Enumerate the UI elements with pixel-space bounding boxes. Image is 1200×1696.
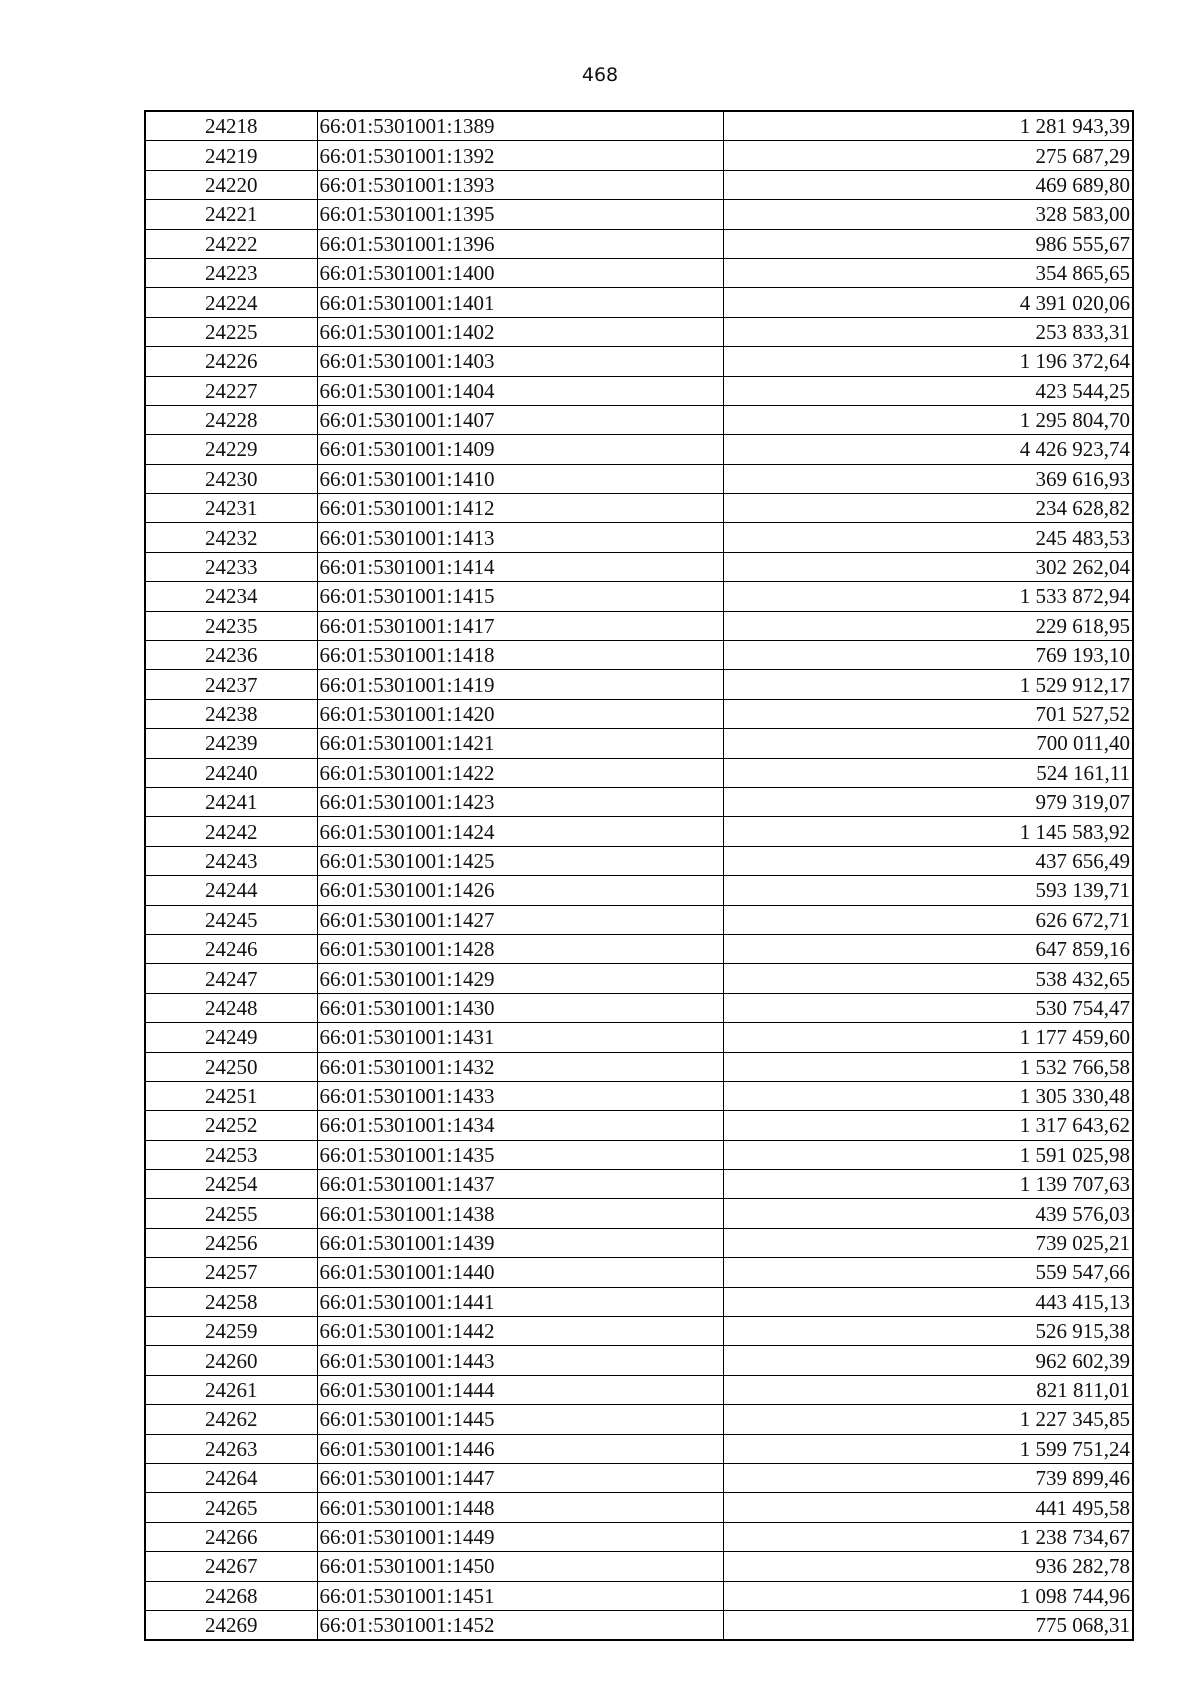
cadastral-value-cell: 538 432,65 <box>723 964 1133 993</box>
cadastral-number-cell: 66:01:5301001:1433 <box>317 1081 723 1110</box>
table-row <box>145 670 1133 699</box>
table-row <box>145 317 1133 346</box>
cadastral-number-cell: 66:01:5301001:1417 <box>317 611 723 640</box>
cadastral-value-cell: 441 495,58 <box>723 1493 1133 1522</box>
cadastral-number-cell: 66:01:5301001:1434 <box>317 1111 723 1140</box>
table-row <box>145 141 1133 170</box>
cadastral-number-cell: 66:01:5301001:1443 <box>317 1346 723 1375</box>
cadastral-number-cell: 66:01:5301001:1449 <box>317 1522 723 1551</box>
cadastral-number-cell: 66:01:5301001:1412 <box>317 494 723 523</box>
table-row <box>145 229 1133 258</box>
cadastral-number-cell: 66:01:5301001:1427 <box>317 905 723 934</box>
table-row <box>145 376 1133 405</box>
table-row <box>145 817 1133 846</box>
table-row <box>145 200 1133 229</box>
cadastral-value-cell: 1 145 583,92 <box>723 817 1133 846</box>
cadastral-value-cell: 245 483,53 <box>723 523 1133 552</box>
cadastral-number-cell: 66:01:5301001:1400 <box>317 258 723 287</box>
table-row <box>145 993 1133 1022</box>
row-number-cell: 24235 <box>145 611 317 640</box>
cadastral-value-cell: 1 532 766,58 <box>723 1052 1133 1081</box>
row-number-cell: 24222 <box>145 229 317 258</box>
cadastral-value-cell: 524 161,11 <box>723 758 1133 787</box>
row-number-cell: 24234 <box>145 582 317 611</box>
cadastral-number-cell: 66:01:5301001:1409 <box>317 435 723 464</box>
row-number-cell: 24253 <box>145 1140 317 1169</box>
table-row <box>145 1081 1133 1110</box>
cadastral-number-cell: 66:01:5301001:1392 <box>317 141 723 170</box>
cadastral-value-cell: 234 628,82 <box>723 494 1133 523</box>
cadastral-value-cell: 1 177 459,60 <box>723 1023 1133 1052</box>
cadastral-value-cell: 4 426 923,74 <box>723 435 1133 464</box>
cadastral-number-cell: 66:01:5301001:1402 <box>317 317 723 346</box>
cadastral-number-cell: 66:01:5301001:1418 <box>317 641 723 670</box>
cadastral-value-cell: 821 811,01 <box>723 1375 1133 1404</box>
cadastral-number-cell: 66:01:5301001:1444 <box>317 1375 723 1404</box>
cadastral-number-cell: 66:01:5301001:1395 <box>317 200 723 229</box>
cadastral-value-cell: 1 599 751,24 <box>723 1434 1133 1463</box>
table-row <box>145 964 1133 993</box>
cadastral-value-cell: 443 415,13 <box>723 1287 1133 1316</box>
cadastral-value-cell: 559 547,66 <box>723 1258 1133 1287</box>
cadastral-value-cell: 769 193,10 <box>723 641 1133 670</box>
cadastral-number-cell: 66:01:5301001:1442 <box>317 1317 723 1346</box>
row-number-cell: 24246 <box>145 934 317 963</box>
cadastral-number-cell: 66:01:5301001:1404 <box>317 376 723 405</box>
cadastral-value-cell: 626 672,71 <box>723 905 1133 934</box>
cadastral-number-cell: 66:01:5301001:1435 <box>317 1140 723 1169</box>
cadastral-value-cell: 979 319,07 <box>723 787 1133 816</box>
cadastral-value-cell: 593 139,71 <box>723 876 1133 905</box>
cadastral-value-cell: 1 529 912,17 <box>723 670 1133 699</box>
row-number-cell: 24237 <box>145 670 317 699</box>
cadastral-value-cell: 936 282,78 <box>723 1552 1133 1581</box>
row-number-cell: 24258 <box>145 1287 317 1316</box>
row-number-cell: 24238 <box>145 699 317 728</box>
cadastral-number-cell: 66:01:5301001:1445 <box>317 1405 723 1434</box>
cadastral-value-cell: 469 689,80 <box>723 170 1133 199</box>
cadastral-value-cell: 354 865,65 <box>723 258 1133 287</box>
cadastral-number-cell: 66:01:5301001:1447 <box>317 1463 723 1492</box>
row-number-cell: 24241 <box>145 787 317 816</box>
row-number-cell: 24225 <box>145 317 317 346</box>
row-number-cell: 24248 <box>145 993 317 1022</box>
table-row <box>145 1375 1133 1404</box>
cadastral-value-cell: 302 262,04 <box>723 552 1133 581</box>
cadastral-number-cell: 66:01:5301001:1415 <box>317 582 723 611</box>
cadastral-value-cell: 701 527,52 <box>723 699 1133 728</box>
table-row <box>145 494 1133 523</box>
table-row <box>145 1434 1133 1463</box>
row-number-cell: 24268 <box>145 1581 317 1610</box>
cadastral-number-cell: 66:01:5301001:1420 <box>317 699 723 728</box>
cadastral-number-cell: 66:01:5301001:1432 <box>317 1052 723 1081</box>
table-row <box>145 582 1133 611</box>
cadastral-value-cell: 1 098 744,96 <box>723 1581 1133 1610</box>
cadastral-value-cell: 1 591 025,98 <box>723 1140 1133 1169</box>
table-row <box>145 1552 1133 1581</box>
table-row <box>145 1346 1133 1375</box>
row-number-cell: 24232 <box>145 523 317 552</box>
table-row <box>145 758 1133 787</box>
table-row <box>145 611 1133 640</box>
cadastral-value-table <box>144 110 1134 1641</box>
cadastral-value-cell: 369 616,93 <box>723 464 1133 493</box>
table-row <box>145 934 1133 963</box>
cadastral-number-cell: 66:01:5301001:1425 <box>317 846 723 875</box>
cadastral-number-cell: 66:01:5301001:1429 <box>317 964 723 993</box>
row-number-cell: 24247 <box>145 964 317 993</box>
row-number-cell: 24236 <box>145 641 317 670</box>
table-row <box>145 1052 1133 1081</box>
table-row <box>145 170 1133 199</box>
row-number-cell: 24261 <box>145 1375 317 1404</box>
cadastral-number-cell: 66:01:5301001:1401 <box>317 288 723 317</box>
table-row <box>145 288 1133 317</box>
cadastral-value-cell: 1 281 943,39 <box>723 111 1133 141</box>
table-row <box>145 1405 1133 1434</box>
row-number-cell: 24251 <box>145 1081 317 1110</box>
cadastral-number-cell: 66:01:5301001:1438 <box>317 1199 723 1228</box>
cadastral-number-cell: 66:01:5301001:1422 <box>317 758 723 787</box>
cadastral-number-cell: 66:01:5301001:1440 <box>317 1258 723 1287</box>
table-row <box>145 552 1133 581</box>
cadastral-value-cell: 739 899,46 <box>723 1463 1133 1492</box>
table-row <box>145 111 1133 141</box>
cadastral-number-cell: 66:01:5301001:1451 <box>317 1581 723 1610</box>
cadastral-value-cell: 439 576,03 <box>723 1199 1133 1228</box>
row-number-cell: 24265 <box>145 1493 317 1522</box>
cadastral-number-cell: 66:01:5301001:1424 <box>317 817 723 846</box>
row-number-cell: 24245 <box>145 905 317 934</box>
table-row <box>145 523 1133 552</box>
cadastral-value-cell: 1 317 643,62 <box>723 1111 1133 1140</box>
row-number-cell: 24267 <box>145 1552 317 1581</box>
cadastral-value-cell: 526 915,38 <box>723 1317 1133 1346</box>
table-row <box>145 876 1133 905</box>
cadastral-value-cell: 1 533 872,94 <box>723 582 1133 611</box>
cadastral-number-cell: 66:01:5301001:1410 <box>317 464 723 493</box>
cadastral-value-cell: 986 555,67 <box>723 229 1133 258</box>
row-number-cell: 24231 <box>145 494 317 523</box>
table-row <box>145 1610 1133 1640</box>
table-row <box>145 1463 1133 1492</box>
cadastral-value-cell: 253 833,31 <box>723 317 1133 346</box>
cadastral-value-cell: 423 544,25 <box>723 376 1133 405</box>
cadastral-number-cell: 66:01:5301001:1439 <box>317 1228 723 1257</box>
table-row <box>145 1170 1133 1199</box>
table-row <box>145 729 1133 758</box>
table-row <box>145 435 1133 464</box>
cadastral-number-cell: 66:01:5301001:1413 <box>317 523 723 552</box>
row-number-cell: 24254 <box>145 1170 317 1199</box>
cadastral-value-cell: 530 754,47 <box>723 993 1133 1022</box>
cadastral-number-cell: 66:01:5301001:1448 <box>317 1493 723 1522</box>
table-row <box>145 405 1133 434</box>
table-row <box>145 1493 1133 1522</box>
row-number-cell: 24250 <box>145 1052 317 1081</box>
row-number-cell: 24220 <box>145 170 317 199</box>
table-row <box>145 1140 1133 1169</box>
table-row <box>145 347 1133 376</box>
cadastral-number-cell: 66:01:5301001:1446 <box>317 1434 723 1463</box>
table-row <box>145 787 1133 816</box>
row-number-cell: 24269 <box>145 1610 317 1640</box>
table-row <box>145 1023 1133 1052</box>
cadastral-number-cell: 66:01:5301001:1414 <box>317 552 723 581</box>
cadastral-value-cell: 1 238 734,67 <box>723 1522 1133 1551</box>
cadastral-number-cell: 66:01:5301001:1403 <box>317 347 723 376</box>
cadastral-value-cell: 962 602,39 <box>723 1346 1133 1375</box>
cadastral-value-cell: 1 305 330,48 <box>723 1081 1133 1110</box>
cadastral-number-cell: 66:01:5301001:1389 <box>317 111 723 141</box>
cadastral-number-cell: 66:01:5301001:1393 <box>317 170 723 199</box>
cadastral-value-cell: 1 227 345,85 <box>723 1405 1133 1434</box>
cadastral-number-cell: 66:01:5301001:1396 <box>317 229 723 258</box>
row-number-cell: 24259 <box>145 1317 317 1346</box>
row-number-cell: 24224 <box>145 288 317 317</box>
row-number-cell: 24218 <box>145 111 317 141</box>
cadastral-value-cell: 700 011,40 <box>723 729 1133 758</box>
cadastral-value-cell: 1 196 372,64 <box>723 347 1133 376</box>
cadastral-number-cell: 66:01:5301001:1430 <box>317 993 723 1022</box>
cadastral-value-cell: 437 656,49 <box>723 846 1133 875</box>
page-number: 468 <box>581 64 619 86</box>
table-row <box>145 1199 1133 1228</box>
cadastral-number-cell: 66:01:5301001:1441 <box>317 1287 723 1316</box>
cadastral-number-cell: 66:01:5301001:1437 <box>317 1170 723 1199</box>
table-row <box>145 1581 1133 1610</box>
cadastral-value-cell: 275 687,29 <box>723 141 1133 170</box>
cadastral-number-cell: 66:01:5301001:1421 <box>317 729 723 758</box>
cadastral-number-cell: 66:01:5301001:1431 <box>317 1023 723 1052</box>
cadastral-number-cell: 66:01:5301001:1428 <box>317 934 723 963</box>
row-number-cell: 24239 <box>145 729 317 758</box>
row-number-cell: 24242 <box>145 817 317 846</box>
row-number-cell: 24262 <box>145 1405 317 1434</box>
table-row <box>145 905 1133 934</box>
table-row <box>145 1111 1133 1140</box>
table-row <box>145 1287 1133 1316</box>
row-number-cell: 24221 <box>145 200 317 229</box>
row-number-cell: 24240 <box>145 758 317 787</box>
row-number-cell: 24249 <box>145 1023 317 1052</box>
cadastral-value-cell: 739 025,21 <box>723 1228 1133 1257</box>
cadastral-value-cell: 1 139 707,63 <box>723 1170 1133 1199</box>
row-number-cell: 24226 <box>145 347 317 376</box>
row-number-cell: 24229 <box>145 435 317 464</box>
cadastral-number-cell: 66:01:5301001:1423 <box>317 787 723 816</box>
row-number-cell: 24223 <box>145 258 317 287</box>
row-number-cell: 24263 <box>145 1434 317 1463</box>
cadastral-value-cell: 328 583,00 <box>723 200 1133 229</box>
table-row <box>145 1258 1133 1287</box>
table-row <box>145 258 1133 287</box>
row-number-cell: 24219 <box>145 141 317 170</box>
row-number-cell: 24264 <box>145 1463 317 1492</box>
cadastral-number-cell: 66:01:5301001:1419 <box>317 670 723 699</box>
table-row <box>145 846 1133 875</box>
cadastral-value-cell: 775 068,31 <box>723 1610 1133 1640</box>
cadastral-number-cell: 66:01:5301001:1426 <box>317 876 723 905</box>
table-row <box>145 641 1133 670</box>
cadastral-number-cell: 66:01:5301001:1407 <box>317 405 723 434</box>
cadastral-number-cell: 66:01:5301001:1452 <box>317 1610 723 1640</box>
cadastral-value-cell: 1 295 804,70 <box>723 405 1133 434</box>
row-number-cell: 24228 <box>145 405 317 434</box>
row-number-cell: 24256 <box>145 1228 317 1257</box>
row-number-cell: 24252 <box>145 1111 317 1140</box>
row-number-cell: 24243 <box>145 846 317 875</box>
row-number-cell: 24255 <box>145 1199 317 1228</box>
row-number-cell: 24233 <box>145 552 317 581</box>
table-row <box>145 699 1133 728</box>
cadastral-value-cell: 4 391 020,06 <box>723 288 1133 317</box>
cadastral-value-cell: 647 859,16 <box>723 934 1133 963</box>
table-row <box>145 1317 1133 1346</box>
row-number-cell: 24257 <box>145 1258 317 1287</box>
table-body <box>145 111 1133 1640</box>
row-number-cell: 24230 <box>145 464 317 493</box>
table-row <box>145 464 1133 493</box>
table-row <box>145 1228 1133 1257</box>
table-row <box>145 1522 1133 1551</box>
row-number-cell: 24266 <box>145 1522 317 1551</box>
cadastral-number-cell: 66:01:5301001:1450 <box>317 1552 723 1581</box>
row-number-cell: 24244 <box>145 876 317 905</box>
cadastral-value-cell: 229 618,95 <box>723 611 1133 640</box>
row-number-cell: 24227 <box>145 376 317 405</box>
row-number-cell: 24260 <box>145 1346 317 1375</box>
